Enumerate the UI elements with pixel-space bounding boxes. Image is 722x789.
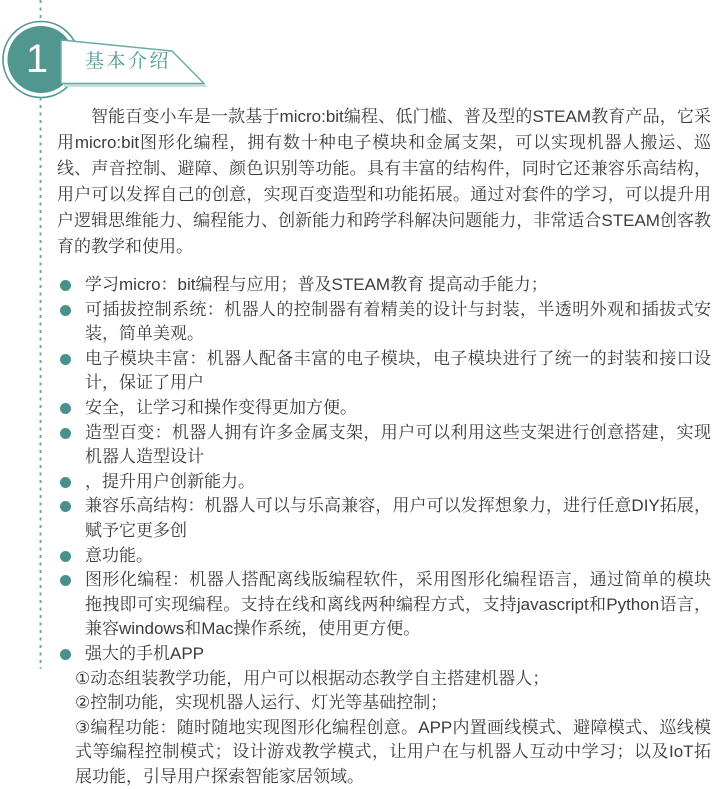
list-item — [57, 667, 711, 692]
list-item-text: ，提升用户创新能力。 — [85, 471, 255, 491]
bullet-dot-icon — [60, 403, 71, 414]
bullet-dot-icon — [60, 354, 71, 365]
section-number: 1 — [25, 37, 49, 81]
list-item-text: ①动态组装教学功能，用户可以根据动态教学自主搭建机器人； — [75, 668, 550, 688]
list-item-text: 电子模块丰富：机器人配备丰富的电子模块，电子模块进行了统一的封装和接口设计，保证了用户 — [85, 348, 711, 393]
intro-paragraph: 智能百变小车是一款基于micro:bit编程、低门槛、普及型的STEAM教育产品，它采用micro:bit图形化编程，拥有数十种电子模块和金属支架，可以实现机器人搬运、巡线、声音控制、避障、颜色识别等功能。具有丰富的结构件，同时它还兼容乐高结构，用户可以发挥自己的创意，实现百变造型和功能拓展。通过对套件的学习，可以提升用户逻辑思维能力、编程能力、创新能力和跨学科解决问题能力，非常适合STEAM创客教育的教学和使用。 — [57, 107, 711, 256]
list-item — [57, 716, 711, 789]
bullet-dot-icon — [60, 501, 71, 512]
bullet-dot-icon — [60, 551, 71, 562]
list-item-text: 安全，让学习和操作变得更加方便。 — [85, 397, 357, 417]
list-item-text: 图形化编程：机器人搭配离线版编程软件，采用图形化编程语言，通过简单的模块拖拽即可实现编程。支持在线和离线两种编程方式，支持javascript和Python语言，兼容windows和Mac操作系统，使用更方便。 — [85, 570, 711, 639]
content-area — [57, 0, 711, 789]
list-item — [57, 642, 711, 667]
list-item-text: ③编程功能：随时随地实现图形化编程创意。APP内置画线模式、避障模式、巡线模式等编程控制模式；设计游戏教学模式，让用户在与机器人互动中学习；以及IoT拓展功能，引导用户探索智能家居领域。 — [75, 717, 711, 786]
list-item — [57, 691, 711, 716]
list-item-text: 学习micro：bit编程与应用；普及STEAM教育 提高动手能力； — [85, 275, 548, 294]
list-item — [57, 470, 711, 495]
list-item — [57, 544, 711, 569]
bullet-dot-icon — [60, 649, 71, 660]
bullet-dot-icon — [60, 280, 71, 291]
bullet-dot-icon — [60, 428, 71, 439]
list-item-text: 兼容乐高结构：机器人可以与乐高兼容，用户可以发挥想象力，进行任意DIY拓展，赋予它更多创 — [85, 496, 711, 540]
list-item-text: 强大的手机APP — [85, 643, 205, 663]
bullet-dot-icon — [60, 477, 71, 488]
list-item — [57, 347, 711, 396]
list-item — [57, 298, 711, 347]
list-item-text: 可插拔控制系统：机器人的控制器有着精美的设计与封装，半透明外观和插拔式安装，简单美观。 — [85, 299, 711, 344]
list-item — [57, 421, 711, 470]
list-item-text: ②控制功能，实现机器人运行、灯光等基础控制； — [75, 693, 448, 713]
bullet-dot-icon — [60, 575, 71, 586]
list-item — [57, 568, 711, 642]
feature-list — [57, 273, 711, 789]
section-title: 基本介绍 — [85, 51, 172, 72]
list-item — [57, 494, 711, 543]
list-item — [57, 396, 711, 421]
list-item-text: 意功能。 — [85, 545, 153, 565]
list-item — [57, 273, 711, 298]
list-item-text: 造型百变：机器人拥有许多金属支架，用户可以利用这些支架进行创意搭建，实现机器人造型设计 — [85, 422, 711, 467]
bullet-dot-icon — [60, 305, 71, 316]
